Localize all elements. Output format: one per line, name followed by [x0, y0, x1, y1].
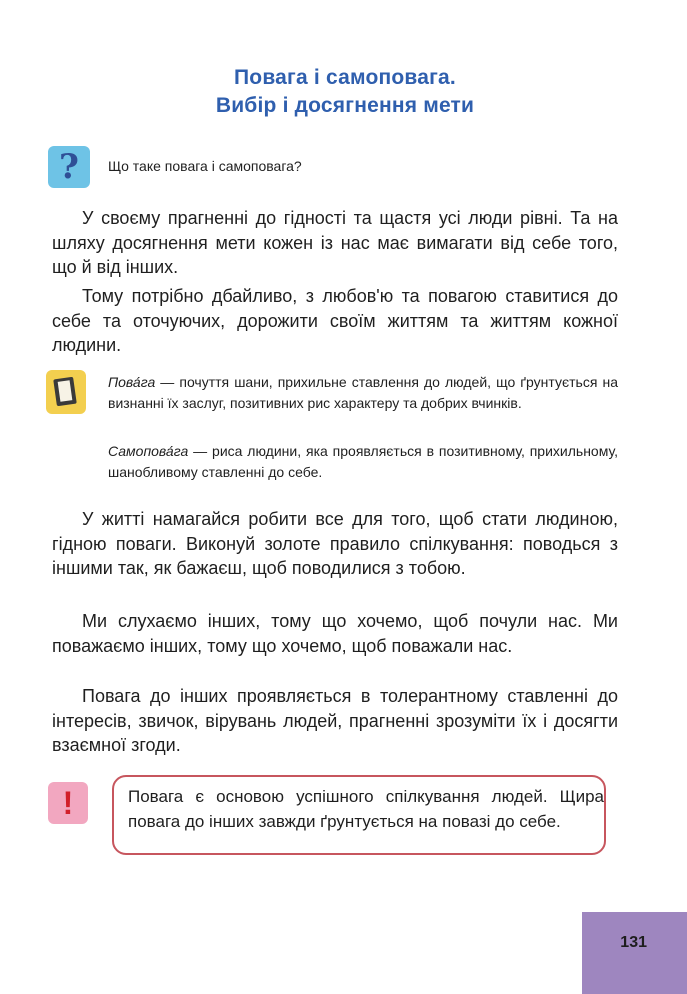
page-title [120, 64, 570, 120]
definition-respect [108, 372, 618, 413]
paragraph-2: Тому потрібно дбайливо, з любов'ю та повагою ставитися до себе та оточуючих, дорожити своїм життям та життям кожної людини. [52, 286, 618, 355]
definition-term: Пова́га [108, 374, 156, 390]
definition-text: — почуття шани, прихильне ставлення до людей, що ґрунтується на визнанні їх заслуг, позитивних рис характеру та добрих вчинків. [108, 374, 618, 411]
dictionary-book-icon [46, 370, 86, 414]
key-note-box: Повага є основою успішного спілкування людей. Щира повага до інших завжди ґрунтується на повазі до себе. [112, 775, 606, 855]
definition-text: — риса людини, яка проявляється в позитивному, прихильному, шанобливому ставленні до себе. [108, 443, 618, 480]
page-number: 131 [620, 934, 647, 951]
paragraph-5: Повага до інших проявляється в толерантному ставленні до інтересів, звичок, вірувань людей, прагненні зрозуміти їх і досягти взаємної згоди. [52, 686, 618, 755]
question-mark-icon: ? [48, 146, 90, 188]
definition-term: Самопова́га [108, 443, 189, 459]
paragraph-1: У своєму прагненні до гідності та щастя усі люди рівні. Та на шляху досягнення мети кожен із нас має вимагати від себе того, що й від інших. [52, 208, 618, 277]
page-number-tab [582, 912, 687, 994]
definition-self-respect [108, 441, 618, 482]
title-line-2: Вибір і досягнення мети [215, 94, 475, 117]
question-text: Що таке повага і самоповага? [108, 158, 302, 174]
paragraph-4: Ми слухаємо інших, тому що хочемо, щоб почули нас. Ми поважаємо інших, тому що хочемо, щоб поважали нас. [52, 611, 618, 656]
paragraph-3: У житті намагайся робити все для того, щоб стати людиною, гідною поваги. Виконуй золоте правило спілкування: поводься з іншими так, як бажаєш, щоб поводилися з тобою. [52, 509, 618, 578]
title-line-1: Повага і самоповага. [234, 66, 456, 89]
exclamation-mark-icon: ! [48, 782, 88, 824]
